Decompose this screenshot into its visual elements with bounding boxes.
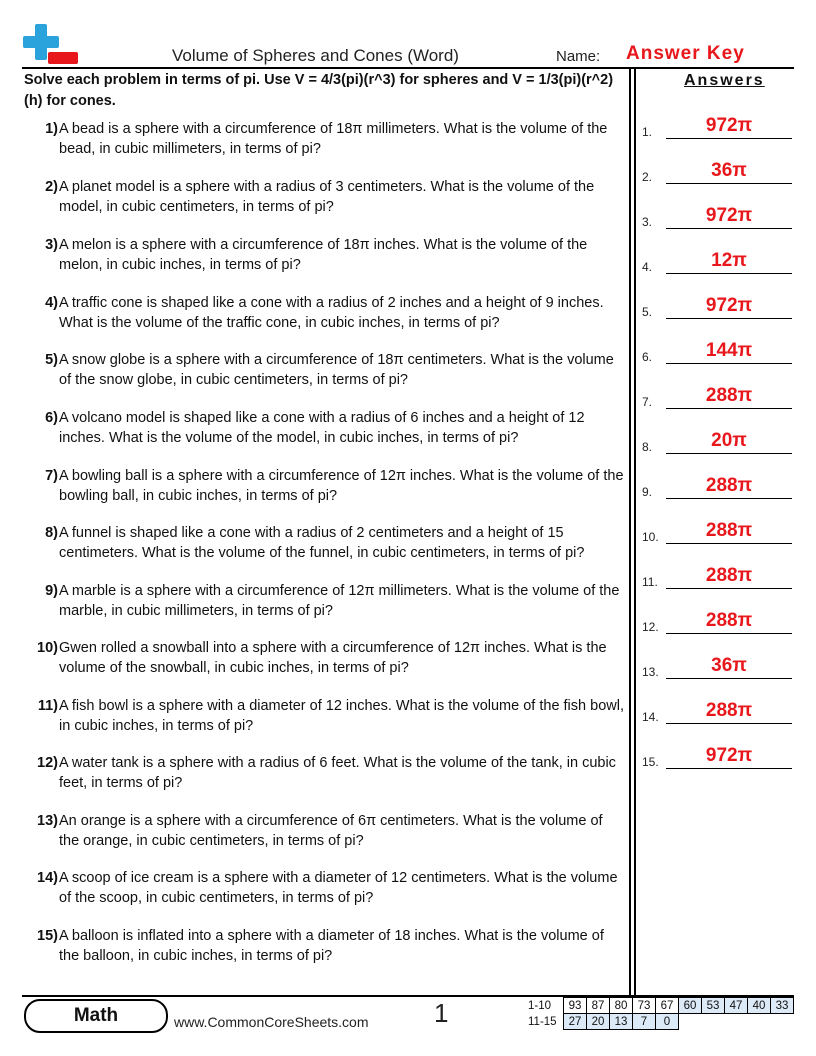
answer-item — [642, 745, 792, 769]
answer-line — [666, 723, 792, 724]
problem-item — [22, 638, 626, 678]
answer-number: 5. — [642, 305, 653, 319]
answer-number: 8. — [642, 440, 653, 454]
answer-number: 7. — [642, 395, 653, 409]
problem-text: Gwen rolled a snowball into a sphere with a circumference of 12π inches. What is the volume of the snowball, in cubic inches, in terms of pi? — [59, 640, 607, 676]
answer-item — [642, 295, 792, 319]
answer-item — [642, 655, 792, 679]
problem-number: 13) — [37, 813, 58, 829]
answer-value: 12π — [711, 250, 747, 271]
answer-value: 288π — [705, 475, 753, 496]
answer-value: 972π — [705, 115, 753, 136]
problem-number: 6) — [45, 410, 58, 426]
problem-number: 7) — [45, 468, 58, 484]
answer-line — [666, 588, 792, 589]
problem-text: A scoop of ice cream is a sphere with a diameter of 12 centimeters. What is the volume of the scoop, in cubic centimeters, in terms of pi? — [59, 870, 618, 906]
problem-number: 11) — [37, 698, 58, 714]
answer-item — [642, 565, 792, 589]
answer-item — [642, 430, 792, 454]
answer-value: 20π — [711, 430, 747, 451]
answer-value: 972π — [705, 745, 753, 766]
answer-line — [666, 768, 792, 769]
problem-number: 14) — [37, 870, 58, 886]
answer-value: 36π — [711, 655, 747, 676]
problem-text: An orange is a sphere with a circumference of 6π centimeters. What is the volume of the orange, in cubic centimeters, in terms of pi? — [59, 813, 603, 849]
problem-text: A bowling ball is a sphere with a circumference of 12π inches. What is the volume of the bowling ball, in cubic inches, in terms of pi? — [59, 468, 624, 504]
answer-line — [666, 633, 792, 634]
problem-text: A traffic cone is shaped like a cone with a radius of 2 inches and a height of 9 inches. What is the volume of the traffic cone, in cubic inches, in terms of pi? — [59, 295, 604, 331]
answer-line — [666, 408, 792, 409]
answer-number: 15. — [642, 755, 659, 769]
answer-value: 288π — [705, 610, 753, 631]
answer-item — [642, 250, 792, 274]
answer-value: 36π — [711, 160, 747, 181]
answer-number: 13. — [642, 665, 659, 679]
problem-item — [22, 408, 626, 448]
problem-item — [22, 177, 626, 217]
answer-number: 14. — [642, 710, 659, 724]
score-row — [528, 998, 794, 1014]
answer-number: 2. — [642, 170, 653, 184]
answer-value: 288π — [705, 700, 753, 721]
score-cell: 87 — [587, 998, 610, 1014]
problem-text: A fish bowl is a sphere with a diameter of 12 inches. What is the volume of the fish bowl, in cubic inches, in terms of pi? — [59, 698, 624, 734]
answer-line — [666, 318, 792, 319]
answer-line — [666, 678, 792, 679]
answer-value: 288π — [705, 565, 753, 586]
score-cell: 0 — [656, 1014, 679, 1030]
problem-text: A balloon is inflated into a sphere with a diameter of 18 inches. What is the volume of the balloon, in cubic inches, in terms of pi? — [59, 928, 604, 964]
column-divider — [629, 69, 631, 995]
problem-number: 15) — [37, 928, 58, 944]
problem-item — [22, 753, 626, 793]
answer-line — [666, 138, 792, 139]
score-cell: 80 — [610, 998, 633, 1014]
instructions: Solve each problem in terms of pi. Use V = 4/3(pi)(r^3) for spheres and V = 1/3(pi)(r^2)(h) for cones. — [24, 72, 614, 109]
answer-value: 288π — [705, 520, 753, 541]
answer-item — [642, 475, 792, 499]
problem-number: 9) — [45, 583, 58, 599]
score-cell: 33 — [771, 998, 794, 1014]
answer-number: 12. — [642, 620, 659, 634]
answer-line — [666, 273, 792, 274]
answer-line — [666, 543, 792, 544]
problem-number: 3) — [45, 237, 58, 253]
problem-text: A funnel is shaped like a cone with a radius of 2 centimeters and a height of 15 centimeters. What is the volume of the funnel, in cubic centimeters, in terms of pi? — [59, 525, 585, 561]
problem-item — [22, 293, 626, 333]
problem-number: 2) — [45, 179, 58, 195]
answer-value: 144π — [705, 340, 753, 361]
website-label: www.CommonCoreSheets.com — [174, 1014, 369, 1030]
problem-text: A melon is a sphere with a circumference of 18π inches. What is the volume of the melon, in cubic inches, in terms of pi? — [59, 237, 588, 273]
answer-line — [666, 453, 792, 454]
answer-value: 972π — [705, 205, 753, 226]
answer-number: 11. — [642, 575, 658, 589]
answer-key-label: Answer Key — [626, 43, 745, 64]
problem-item — [22, 926, 626, 966]
problem-number: 4) — [45, 295, 58, 311]
score-row — [528, 1014, 794, 1030]
answer-item — [642, 610, 792, 634]
problem-item — [22, 350, 626, 390]
problem-number: 10) — [37, 640, 58, 656]
problem-text: A planet model is a sphere with a radius of 3 centimeters. What is the volume of the model, in cubic centimeters, in terms of pi? — [59, 179, 595, 215]
problem-text: A volcano model is shaped like a cone with a radius of 6 inches and a height of 12 inches. What is the volume of the model, in cubic inches, in terms of pi? — [59, 410, 585, 446]
problem-text: A snow globe is a sphere with a circumference of 18π centimeters. What is the volume of the snow globe, in cubic centimeters, in terms of pi? — [59, 352, 614, 388]
answer-value: 972π — [705, 295, 753, 316]
score-table — [528, 997, 794, 1030]
header-divider — [22, 67, 794, 69]
answers-heading: Answers — [684, 72, 765, 89]
score-cell: 53 — [702, 998, 725, 1014]
answer-line — [666, 228, 792, 229]
answer-number: 6. — [642, 350, 653, 364]
problem-item — [22, 523, 626, 563]
score-cell: 93 — [564, 998, 587, 1014]
problem-item — [22, 811, 626, 851]
answer-number: 10. — [642, 530, 659, 544]
score-cell: 40 — [748, 998, 771, 1014]
problem-text: A bead is a sphere with a circumference of 18π millimeters. What is the volume of the bead, in cubic millimeters, in terms of pi? — [59, 121, 608, 157]
problem-number: 12) — [37, 755, 58, 771]
answer-number: 3. — [642, 215, 653, 229]
problem-number: 1) — [45, 121, 58, 137]
problem-text: A water tank is a sphere with a radius of 6 feet. What is the volume of the tank, in cubic feet, in terms of pi? — [59, 755, 616, 791]
answer-number: 9. — [642, 485, 653, 499]
score-cell: 20 — [587, 1014, 610, 1030]
answer-line — [666, 183, 792, 184]
score-row-label: 1-10 — [528, 999, 552, 1012]
answer-item — [642, 340, 792, 364]
page-number: 1 — [434, 998, 449, 1028]
plus-minus-logo-icon — [22, 22, 80, 68]
subject-badge: Math — [24, 999, 168, 1033]
problem-item — [22, 696, 626, 736]
answer-item — [642, 385, 792, 409]
answer-item — [642, 520, 792, 544]
score-cell: 13 — [610, 1014, 633, 1030]
problem-text: A marble is a sphere with a circumference of 12π millimeters. What is the volume of the marble, in cubic millimeters, in terms of pi? — [59, 583, 620, 619]
answer-item — [642, 700, 792, 724]
answer-item — [642, 205, 792, 229]
problem-number: 5) — [45, 352, 58, 368]
score-cell: 67 — [656, 998, 679, 1014]
problem-number: 8) — [45, 525, 58, 541]
score-cell: 27 — [564, 1014, 587, 1030]
score-cell: 73 — [633, 998, 656, 1014]
problem-item — [22, 119, 626, 159]
score-cell: 7 — [633, 1014, 656, 1030]
problem-item — [22, 581, 626, 621]
name-label: Name: — [556, 48, 601, 65]
score-row-label: 11-15 — [528, 1015, 557, 1028]
answer-line — [666, 363, 792, 364]
problem-item — [22, 868, 626, 908]
answer-number: 4. — [642, 260, 653, 274]
answer-value: 288π — [705, 385, 753, 406]
score-cell: 47 — [725, 998, 748, 1014]
worksheet-title: Volume of Spheres and Cones (Word) — [172, 46, 459, 65]
answer-item — [642, 115, 792, 139]
answer-number: 1. — [642, 125, 653, 139]
problem-item — [22, 466, 626, 506]
problem-item — [22, 235, 626, 275]
score-cell: 60 — [679, 998, 702, 1014]
column-divider — [634, 69, 636, 995]
answer-item — [642, 160, 792, 184]
answer-line — [666, 498, 792, 499]
